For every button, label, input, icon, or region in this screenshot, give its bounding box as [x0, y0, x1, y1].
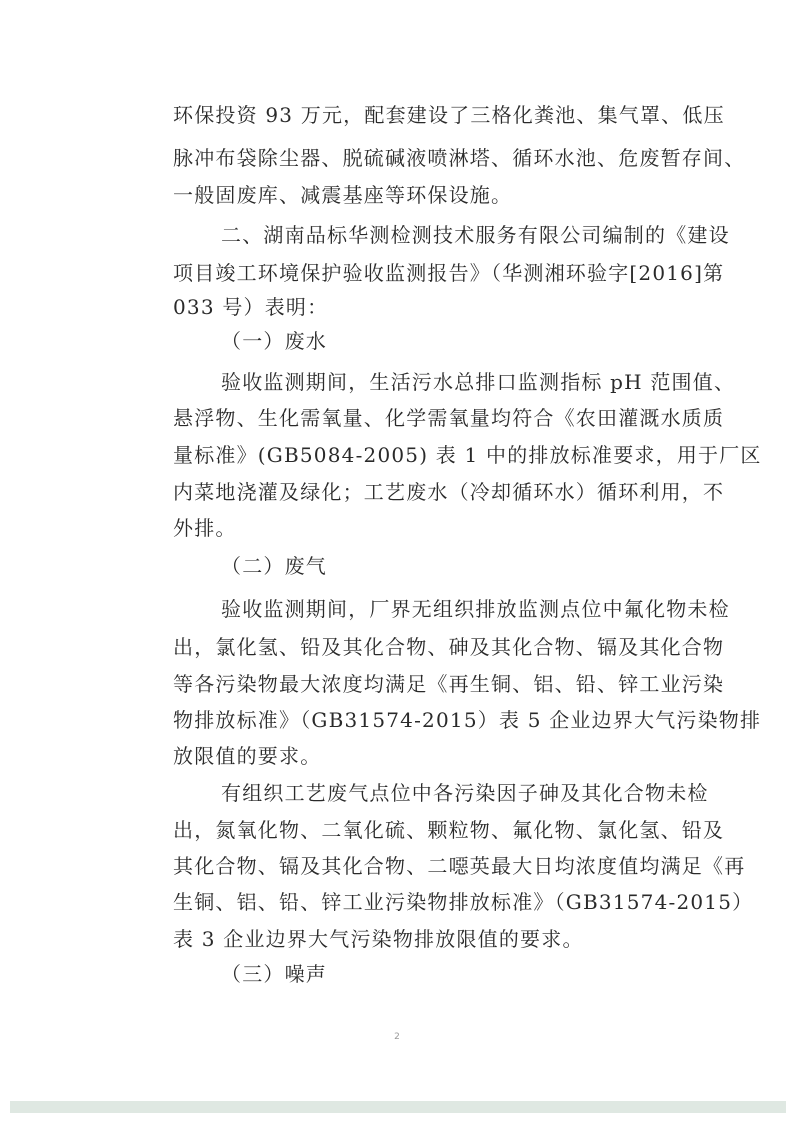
paragraph-line: 出，氮氧化物、二氧化硫、颗粒物、氟化物、氯化氢、铅及	[173, 818, 725, 842]
paragraph-line: 表 3 企业边界大气污染物排放限值的要求。	[173, 927, 584, 951]
paragraph-line: 出，氯化氢、铅及其化合物、砷及其化合物、镉及其化合物	[173, 635, 725, 659]
paragraph-line: 环保投资 93 万元，配套建设了三格化粪池、集气罩、低压	[173, 103, 725, 127]
subsection-heading-noise: （三）噪声	[221, 962, 327, 986]
paragraph-line: 外排。	[173, 516, 237, 540]
paragraph-line: 有组织工艺废气点位中各污染因子砷及其化合物未检	[221, 781, 709, 805]
paragraph-line: 其化合物、镉及其化合物、二噁英最大日均浓度值均满足《再	[173, 854, 746, 878]
subsection-heading-wastewater: （一）废水	[221, 329, 327, 353]
paragraph-line: 一般固废库、减震基座等环保设施。	[173, 183, 513, 207]
paragraph-line: 项目竣工环境保护验收监测报告》（华测湘环验字[2016]第	[173, 261, 725, 285]
paragraph-line: 验收监测期间，厂界无组织排放监测点位中氟化物未检	[221, 597, 730, 621]
paragraph-line: 脉冲布袋除尘器、脱硫碱液喷淋塔、循环水池、危废暂存间、	[173, 146, 746, 170]
paragraph-line: 等各污染物最大浓度均满足《再生铜、铝、铅、锌工业污染	[173, 672, 725, 696]
paragraph-line: 生铜、铝、铅、锌工业污染物排放标准》（GB31574-2015）	[173, 890, 754, 914]
scan-edge-band	[10, 1101, 786, 1113]
paragraph-line: 物排放标准》（GB31574-2015）表 5 企业边界大气污染物排	[173, 708, 762, 732]
paragraph-line: 内菜地浇灌及绿化；工艺废水（冷却循环水）循环利用，不	[173, 480, 725, 504]
paragraph-line: 033 号）表明：	[173, 295, 329, 319]
paragraph-line: 放限值的要求。	[173, 744, 322, 768]
subsection-heading-exhaust: （二）废气	[221, 554, 327, 578]
paragraph-line: 量标准》(GB5084-2005) 表 1 中的排放标准要求，用于厂区	[173, 443, 762, 467]
paragraph-line: 验收监测期间，生活污水总排口监测指标 pH 范围值、	[221, 370, 736, 394]
section-heading: 二、湖南品标华测检测技术服务有限公司编制的《建设	[221, 223, 730, 247]
paragraph-line: 悬浮物、生化需氧量、化学需氧量均符合《农田灌溉水质质	[173, 406, 725, 430]
page-number: 2	[394, 1032, 400, 1042]
